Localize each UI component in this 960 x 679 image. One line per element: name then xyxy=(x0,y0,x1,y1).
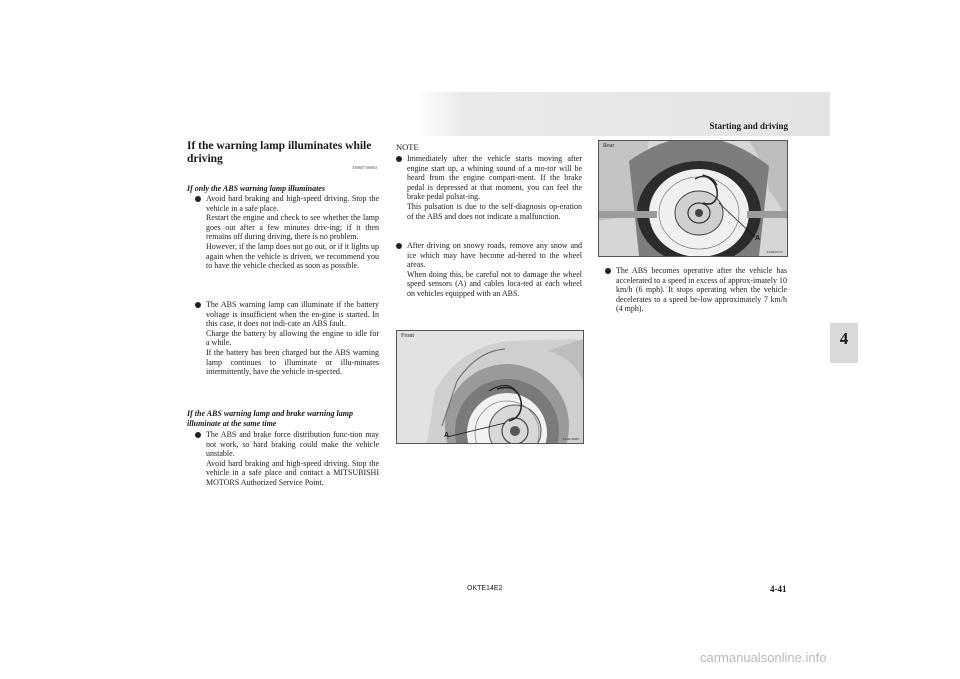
bullet-item xyxy=(195,300,379,377)
footer-code: OKTE14E2 xyxy=(467,585,503,592)
paragraph: Restart the engine and check to see whether the lamp goes out after a few minutes driv-ing; if it then remains off during driving, there is no problem. xyxy=(206,213,379,242)
note-bullet-item xyxy=(396,241,582,299)
chapter-number: 4 xyxy=(839,329,849,348)
note-bullet-item xyxy=(396,154,582,221)
paragraph: The ABS and brake force distribution func-tion may not work, so hard braking could make the vehicle unstable. xyxy=(206,430,379,459)
note-label: NOTE xyxy=(396,142,419,152)
subheading-abs-and-brake: If the ABS warning lamp and brake warning lamp illuminate at the same time xyxy=(187,409,353,428)
figure-code: TA0620755 xyxy=(766,250,783,254)
paragraph: Charge the battery by allowing the engine to idle for a while. xyxy=(206,328,379,348)
paragraph: When doing this, be careful not to damage the wheel speed sensors (A) and cables loca-ted at each wheel on vehicles equipped with an ABS. xyxy=(407,269,582,298)
paragraph: However, if the lamp does not go out, or if it lights up again when the vehicle is driven, we recommend you to have the vehicle checked as soon as possible. xyxy=(206,241,379,271)
bullet-item xyxy=(195,430,379,488)
page-heading: If the warning lamp illuminates while driving xyxy=(187,140,372,165)
watermark: carmanualsonline.info xyxy=(700,650,827,665)
bullet-icon xyxy=(195,196,201,202)
bullet-icon xyxy=(396,243,402,249)
bullet-item xyxy=(605,266,787,314)
bullet-item xyxy=(195,194,379,271)
paragraph: The ABS warning lamp can illuminate if the battery voltage is insufficient when the en-gine is started. In this case, it does not indi-cate an ABS fault. xyxy=(206,300,379,329)
figure-caption: Rear xyxy=(603,143,615,149)
section-title: Starting and driving xyxy=(709,121,788,131)
front-wheel-figure xyxy=(396,330,584,444)
rear-wheel-figure xyxy=(598,140,788,257)
bullet-icon xyxy=(195,432,201,438)
paragraph: Avoid hard braking and high-speed driving. Stop the vehicle in a safe place. xyxy=(206,194,379,213)
paragraph: This pulsation is due to the self-diagnosis op-eration of the ABS and does not indicate a malfunction. xyxy=(407,201,582,221)
bullet-icon xyxy=(195,302,201,308)
paragraph: Immediately after the vehicle starts moving after engine start up, a whining sound of a mo-tor will be heard from the engine compart-ment. If the brake pedal is depressed at that moment, you can feel the brake pedal pulsat-ing. xyxy=(407,154,582,202)
bullet-icon xyxy=(396,156,402,162)
paragraph: If the battery has been charged but the ABS warning lamp continues to illuminate or illu-minates intermittently, have the vehicle in-spected. xyxy=(206,347,379,377)
reference-code: E00607100663 xyxy=(352,165,377,170)
figure-caption: Front xyxy=(401,333,415,339)
callout-label: A xyxy=(755,235,761,242)
page-number: 4-41 xyxy=(770,584,787,594)
subheading-abs-only: If only the ABS warning lamp illuminates xyxy=(187,184,325,193)
paragraph: After driving on snowy roads, remove any snow and ice which may have become ad-hered to the wheel areas. xyxy=(407,241,582,270)
front-wheel-illustration xyxy=(397,331,583,443)
figure-code: TA0618980 xyxy=(562,437,579,441)
paragraph: Avoid hard braking and high-speed driving. Stop the vehicle in a safe place and contact a MITSUBISHI MOTORS Authorized Service Point. xyxy=(206,458,379,487)
bullet-icon xyxy=(605,268,611,274)
callout-label: A xyxy=(444,432,450,439)
paragraph: The ABS becomes operative after the vehicle has accelerated to a speed in excess of approx-imately 10 km/h (6 mph). It stops operating when the vehicle decelerates to a speed be-low approximately 7 km/h (4 mph). xyxy=(616,266,787,314)
